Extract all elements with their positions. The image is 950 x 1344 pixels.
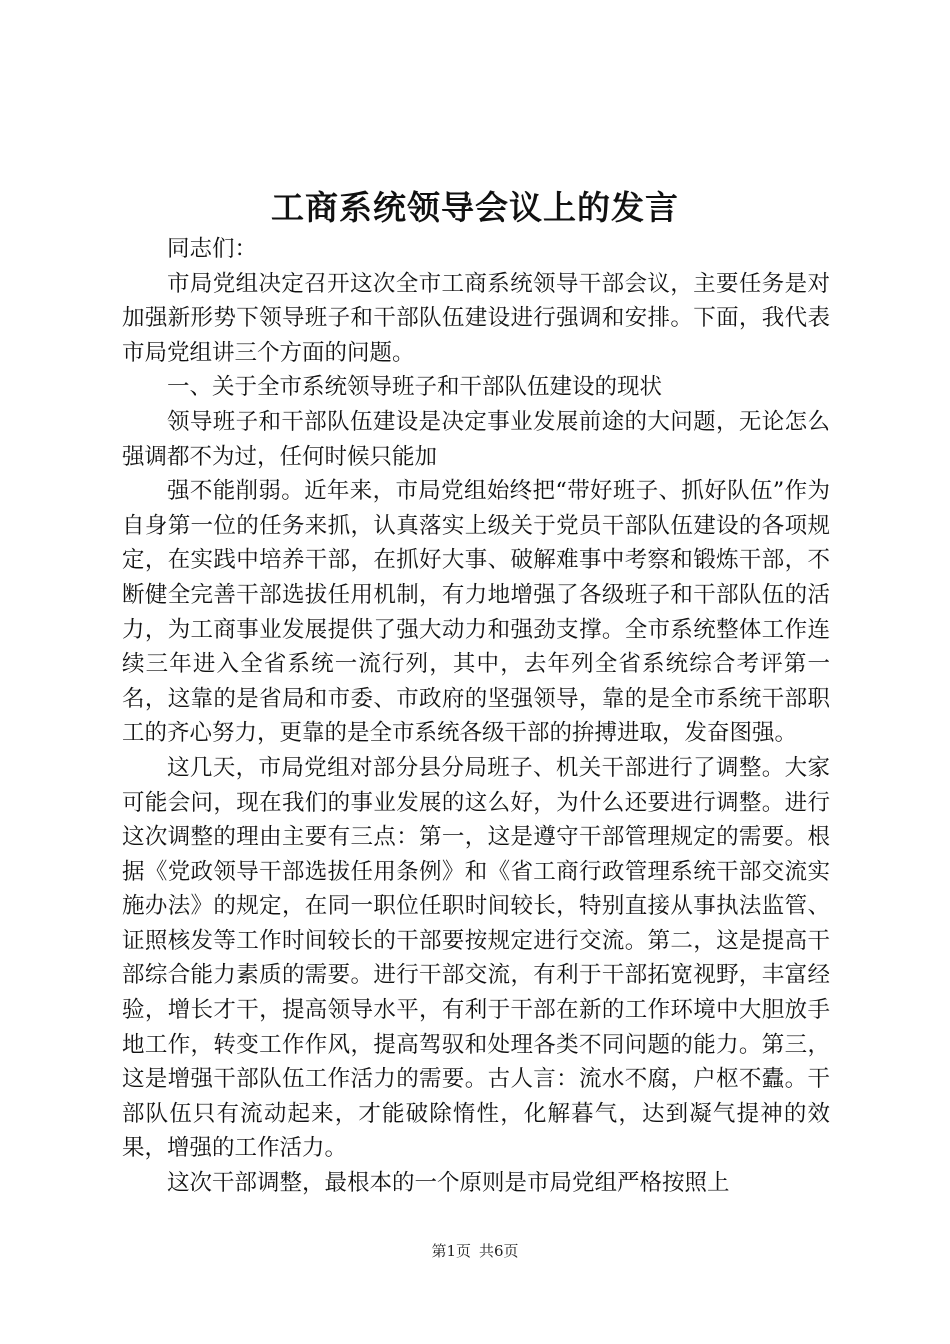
page-number: 第1页	[431, 1242, 471, 1260]
document-body	[122, 232, 830, 1201]
page-footer	[0, 1241, 950, 1261]
section-heading-1: 一、关于全市系统领导班子和干部队伍建设的现状	[167, 374, 663, 401]
paragraph-intro: 市局党组决定召开这次全市工商系统领导干部会议，主要任务是对加强新形势下领导班子和干部队伍建设进行强调和安排。下面，我代表市局党组讲三个方面的问题。	[122, 270, 830, 366]
paragraph-3: 领导班子和干部队伍建设是决定事业发展前途的大问题，无论怎么强调都不为过，任何时候只能加	[122, 408, 830, 470]
paragraph-salutation: 同志们：	[167, 236, 258, 262]
page-total: 共6页	[479, 1242, 519, 1260]
paragraph-5: 这几天，市局党组对部分县分局班子、机关干部进行了调整。大家可能会问，现在我们的事业发展的这么好，为什么还要进行调整。进行这次调整的理由主要有三点：第一，这是遵守干部管理规定的需要。根据《党政领导干部选拔任用条例》和《省工商行政管理系统干部交流实施办法》的规定，在同一职位任职时间较长，特别直接从事执法监管、证照核发等工作时间较长的干部要按规定进行交流。第二，这是提高干部综合能力素质的需要。进行干部交流，有利于干部拓宽视野，丰富经验，增长才干，提高领导水平，有利于干部在新的工作环境中大胆放手地工作，转变工作作风，提高驾驭和处理各类不同问题的能力。第三，这是增强干部队伍工作活力的需要。古人言：流水不腐，户枢不蠹。干部队伍只有流动起来，才能破除惰性，化解暮气，达到凝气提神的效果，增强的工作活力。	[122, 754, 830, 1162]
paragraph-4: 强不能削弱。近年来，市局党组始终把“带好班子、抓好队伍”作为自身第一位的任务来抓，认真落实上级关于党员干部队伍建设的各项规定，在实践中培养干部，在抓好大事、破解难事中考察和锻炼干部，不断健全完善干部选拔任用机制，有力地增强了各级班子和干部队伍的活力，为工商事业发展提供了强大动力和强劲支撑。全市系统整体工作连续三年进入全省系统一流行列，其中，去年列全省系统综合考评第一名，这靠的是省局和市委、市政府的坚强领导，靠的是全市系统干部职工的齐心努力，更靠的是全市系统各级干部的拚搏进取，发奋图强。	[122, 478, 830, 747]
paragraph-6: 这次干部调整，最根本的一个原则是市局党组严格按照上	[167, 1170, 730, 1197]
document-title: 工商系统领导会议上的发言	[271, 188, 679, 227]
